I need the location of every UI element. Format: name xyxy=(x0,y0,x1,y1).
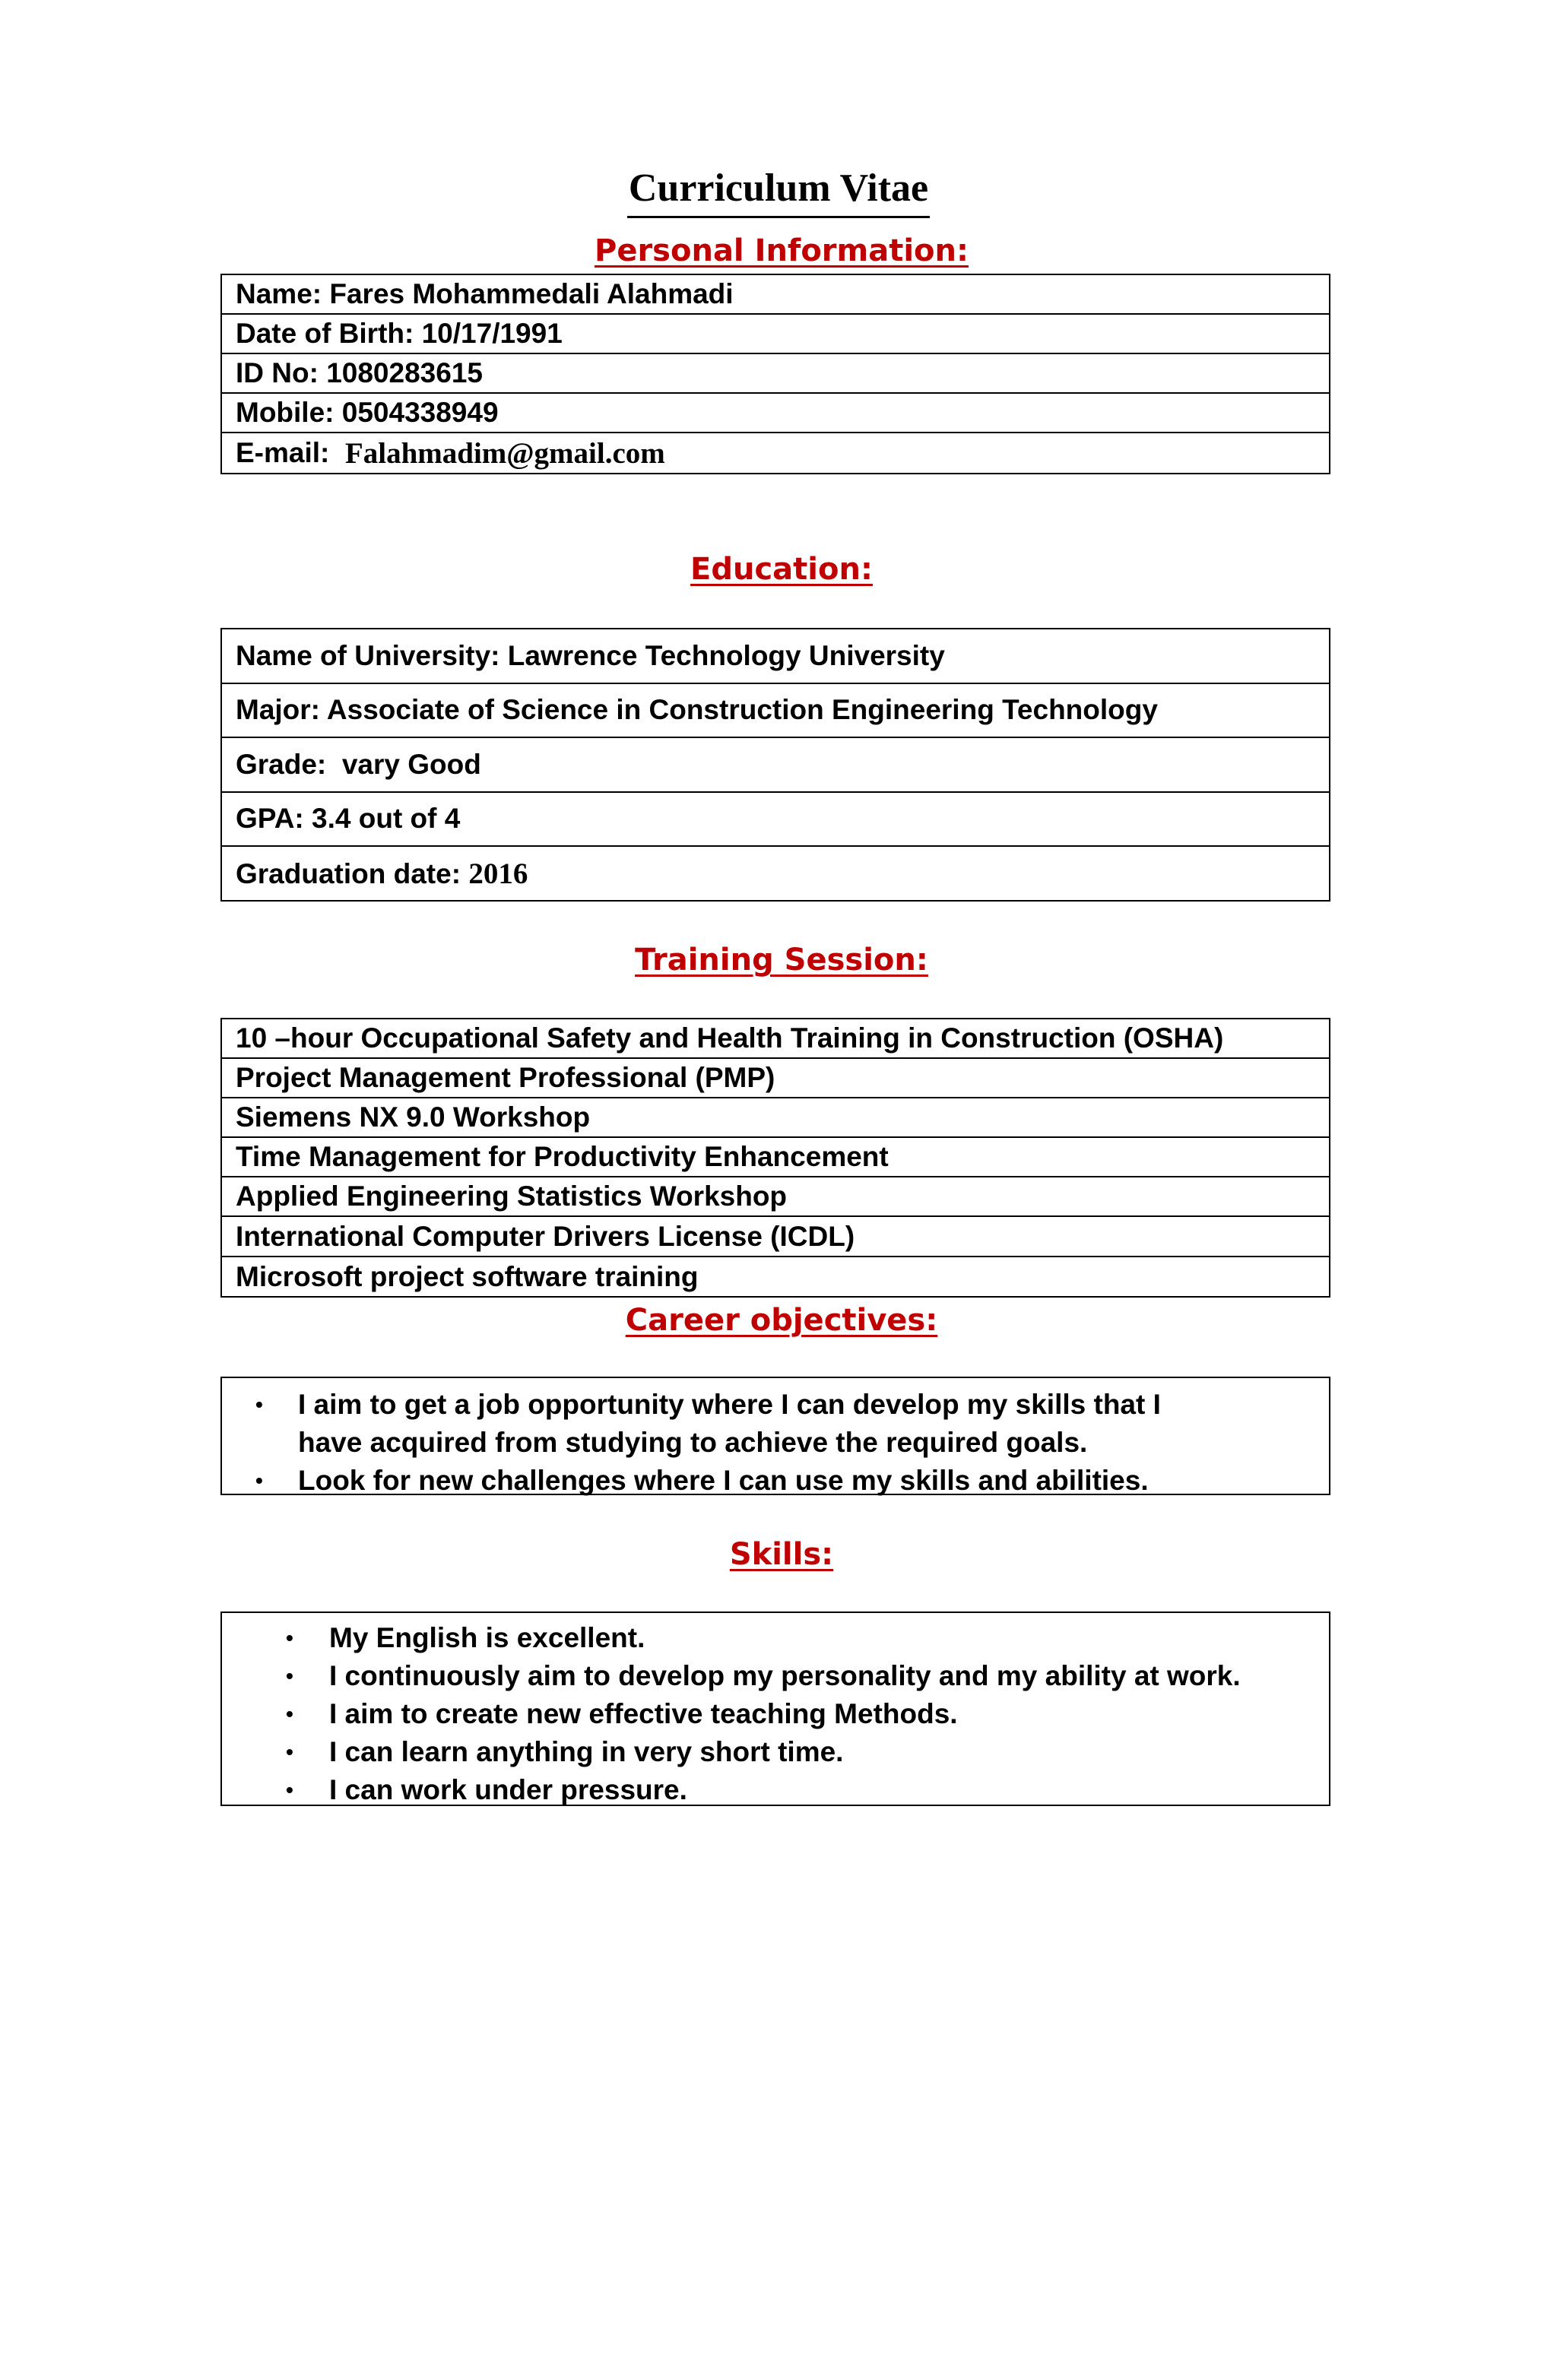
training-row xyxy=(222,1138,1329,1177)
personal-row-label: Mobile: 0504338949 xyxy=(236,397,499,428)
document-title xyxy=(0,164,1557,218)
education-row-label: GPA: 3.4 out of 4 xyxy=(236,803,461,835)
list-item xyxy=(222,1462,1210,1500)
education-row-university xyxy=(222,629,1329,684)
bullet-icon: • xyxy=(255,1393,263,1416)
personal-row-label: Date of Birth: 10/17/1991 xyxy=(236,318,563,349)
training-session-table xyxy=(220,1018,1330,1298)
education-row-label: Major: Associate of Science in Construction Engineering Technology xyxy=(236,694,1158,726)
career-item-text: I aim to get a job opportunity where I can develop my skills that I have acquired from studying to achieve the required goals. xyxy=(298,1389,1161,1458)
list-item xyxy=(222,1733,1329,1771)
bullet-icon: • xyxy=(286,1778,293,1802)
bullet-icon: • xyxy=(286,1702,293,1726)
list-item xyxy=(222,1619,1329,1657)
education-row-graduation xyxy=(222,847,1329,902)
training-item: Project Management Professional (PMP) xyxy=(236,1062,775,1094)
skill-item-text: I can work under pressure. xyxy=(329,1774,687,1805)
training-item: International Computer Drivers License (ICDL) xyxy=(236,1220,855,1252)
training-item: Siemens NX 9.0 Workshop xyxy=(236,1101,591,1133)
personal-row-email xyxy=(222,433,1329,473)
skill-item-text: I aim to create new effective teaching Methods. xyxy=(329,1698,958,1729)
career-objectives-box xyxy=(220,1377,1330,1495)
training-row xyxy=(222,1177,1329,1217)
skills-heading: Skills: xyxy=(729,1537,834,1572)
bullet-icon: • xyxy=(286,1626,293,1650)
career-objectives-heading: Career objectives: xyxy=(625,1303,938,1338)
skill-item-text: I can learn anything in very short time. xyxy=(329,1736,844,1767)
personal-row-id xyxy=(222,354,1329,394)
personal-row-name xyxy=(222,275,1329,315)
education-row-gpa xyxy=(222,793,1329,848)
personal-information-table xyxy=(220,274,1330,474)
training-item: Time Management for Productivity Enhancement xyxy=(236,1141,889,1173)
personal-row-mobile xyxy=(222,394,1329,433)
training-item: Applied Engineering Statistics Workshop xyxy=(236,1180,788,1212)
education-row-label: Name of University: Lawrence Technology University xyxy=(236,639,945,671)
training-row xyxy=(222,1217,1329,1257)
education-row-label: Grade: vary Good xyxy=(236,748,481,780)
skill-item-text: I continuously aim to develop my personality and my ability at work. xyxy=(329,1660,1241,1691)
graduation-year: 2016 xyxy=(468,857,528,891)
personal-row-label: Name: Fares Mohammedali Alahmadi xyxy=(236,278,734,309)
training-session-heading: Training Session: xyxy=(635,943,928,978)
training-item: 10 –hour Occupational Safety and Health Training in Construction (OSHA) xyxy=(236,1022,1224,1054)
personal-information-heading: Personal Information: xyxy=(595,233,969,268)
document-title-text: Curriculum Vitae xyxy=(627,164,930,218)
training-item: Microsoft project software training xyxy=(236,1260,699,1292)
list-item xyxy=(222,1695,1329,1733)
education-row-label: Graduation date: xyxy=(236,857,469,889)
personal-row-dob xyxy=(222,315,1329,354)
education-row-grade xyxy=(222,738,1329,793)
bullet-icon: • xyxy=(255,1469,263,1492)
personal-row-label: ID No: 1080283615 xyxy=(236,357,483,388)
list-item xyxy=(222,1657,1329,1695)
education-row-major xyxy=(222,684,1329,739)
training-row xyxy=(222,1059,1329,1098)
personal-row-label: E-mail: xyxy=(236,437,345,468)
email-value: Falahmadim@gmail.com xyxy=(344,436,665,470)
career-objectives-list xyxy=(222,1378,1329,1500)
bullet-icon: • xyxy=(286,1740,293,1764)
skills-box xyxy=(220,1611,1330,1806)
list-item xyxy=(222,1771,1329,1809)
skills-list xyxy=(222,1613,1329,1809)
training-row xyxy=(222,1257,1329,1297)
education-heading: Education: xyxy=(690,552,873,587)
education-table xyxy=(220,628,1330,902)
training-row xyxy=(222,1098,1329,1138)
list-item xyxy=(222,1386,1210,1462)
bullet-icon: • xyxy=(286,1664,293,1688)
career-item-text: Look for new challenges where I can use my skills and abilities. xyxy=(298,1465,1149,1496)
skill-item-text: My English is excellent. xyxy=(329,1622,645,1653)
training-row xyxy=(222,1019,1329,1059)
